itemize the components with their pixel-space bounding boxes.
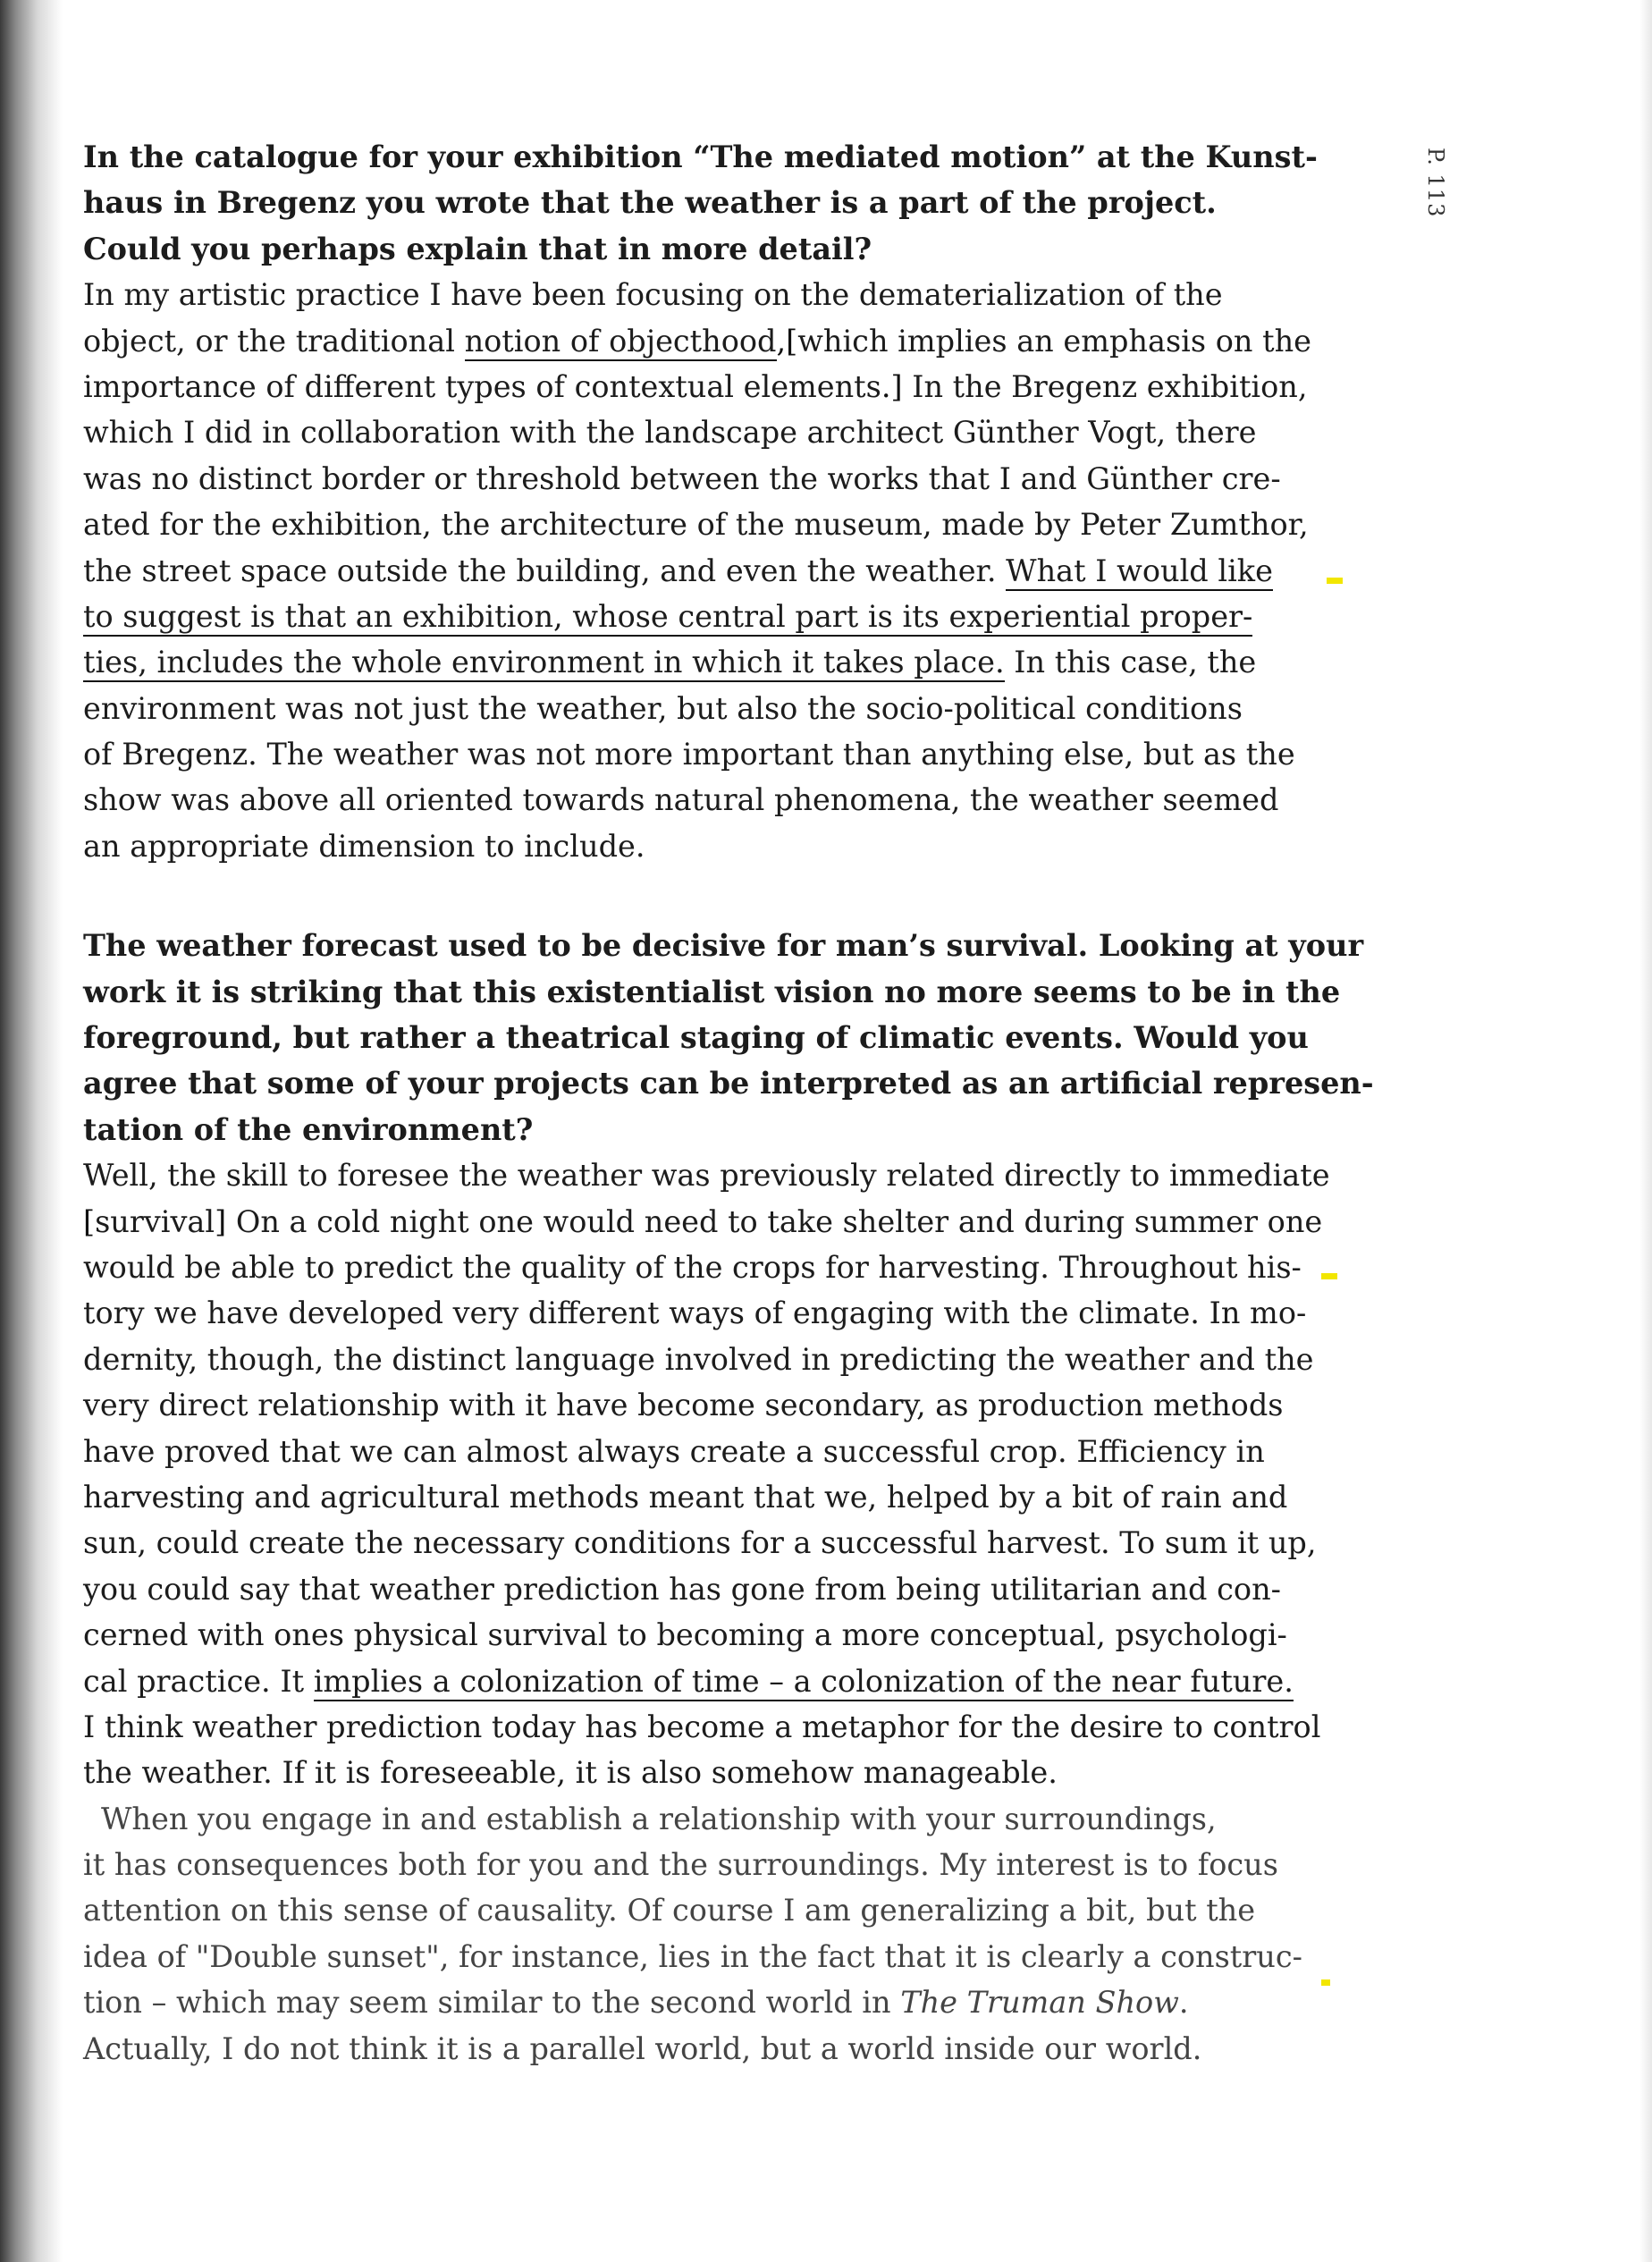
underlined-text: ties, includes the whole environment in which it takes place. <box>83 645 1005 682</box>
answer-1-line: ated for the exhibition, the architecture of the museum, made by Peter Zumthor, <box>83 507 1309 543</box>
text-run: tion – which may seem similar to the second world in <box>83 1985 901 2021</box>
answer-1-line: environment was not just the weather, but also the socio-political conditions <box>83 690 1243 726</box>
text-run: importance of different types of contextual elements <box>83 368 881 404</box>
answer-1-line: In my artistic practice I have been focusing on the dematerialization of the <box>83 277 1223 313</box>
answer-1-line: which I did in collaboration with the landscape architect Günther Vogt, there <box>83 415 1257 451</box>
answer-2-line: you could say that weather prediction has gone from being utilitarian and con- <box>83 1571 1281 1607</box>
paragraph-line: it has consequences both for you and the surroundings. My interest is to focus <box>83 1847 1278 1883</box>
question-1-line: haus in Bregenz you wrote that the weather is a part of the project. <box>83 185 1217 221</box>
question-2-line: foreground, but rather a theatrical staging of climatic events. Would you <box>83 1020 1309 1056</box>
question-1-line: In the catalogue for your exhibition “The mediated motion” at the Kunst- <box>83 139 1318 174</box>
answer-2-line: the weather. If it is foreseeable, it is also somehow manageable. <box>83 1755 1058 1791</box>
answer-2-line: tory we have developed very different ways of engaging with the climate. In mo- <box>83 1296 1307 1331</box>
answer-2-line <box>83 1659 1353 1704</box>
handwritten-bracket: ,[ <box>776 323 798 359</box>
question-2 <box>83 923 1374 1152</box>
text-run: the street space outside the building, and even the weather. <box>83 553 1007 588</box>
page-edge <box>1639 0 1652 2262</box>
underlined-text: to suggest is that an exhibition, whose central part is its experiential proper- <box>83 599 1252 637</box>
answer-2-line: Well, the skill to foresee the weather was previously related directly to immediate <box>83 1158 1330 1194</box>
paragraph-line: attention on this sense of causality. Of course I am generalizing a bit, but the <box>83 1893 1256 1929</box>
answer-2-line: dernity, though, the distinct language involved in predicting the weather and the <box>83 1341 1314 1377</box>
answer-1-line: of Bregenz. The weather was not more important than anything else, but as the <box>83 737 1295 772</box>
page-number: P. 113 <box>1423 148 1448 218</box>
answer-1-line: was no distinct border or threshold between the works that I and Günther cre- <box>83 460 1281 496</box>
answer-1-line <box>83 548 1353 594</box>
paragraph-line: idea of "Double sunset", for instance, lies in the fact that it is clearly a construc- <box>83 1938 1302 1974</box>
handwritten-bracket: .] <box>881 368 903 404</box>
handwritten-bracket: ] <box>215 1203 227 1239</box>
answer-1-line: an appropriate dimension to include. <box>83 828 645 864</box>
paragraph-gap <box>83 869 1353 923</box>
question-2-line: work it is striking that this existentialist vision no more seems to be in the <box>83 974 1341 1009</box>
text-column <box>83 134 1374 2072</box>
answer-1-line <box>83 594 1353 639</box>
highlighter-mark <box>1321 1979 1330 1986</box>
answer-1-line: show was above all oriented towards natural phenomena, the weather seemed <box>83 782 1279 818</box>
question-1 <box>83 134 1353 272</box>
underlined-text: implies a colonization of time – a colonization of the near future. <box>314 1664 1294 1701</box>
highlighter-mark <box>1327 578 1343 584</box>
answer-2-line: I think weather prediction today has become a metaphor for the desire to control <box>83 1709 1321 1744</box>
answer-2 <box>83 1152 1353 1795</box>
handwritten-bracket: [ <box>83 1203 96 1239</box>
answer-2-line: very direct relationship with it have become secondary, as production methods <box>83 1388 1284 1423</box>
text-run: In this case, the <box>1004 645 1257 680</box>
text-run: cal practice. It <box>83 1663 314 1699</box>
bracketed-word: survival <box>95 1203 215 1239</box>
underlined-text: notion of objecthood <box>465 324 777 361</box>
paragraph-line: Actually, I do not think it is a parallel world, but a world inside our world. <box>83 2030 1202 2066</box>
answer-1-line <box>83 318 1353 364</box>
answer-1 <box>83 272 1353 869</box>
answer-2-paragraph-2 <box>83 1796 1353 2072</box>
text-run: . <box>1178 1985 1189 2021</box>
answer-2-line <box>83 1199 1353 1245</box>
answer-1-line <box>83 364 1353 409</box>
text-run: In the Bregenz exhibition, <box>902 368 1308 404</box>
paragraph-line: When you engage in and establish a relationship with your surroundings, <box>101 1801 1217 1836</box>
question-1-line: Could you perhaps explain that in more detail? <box>83 231 872 266</box>
answer-1-line <box>83 639 1353 685</box>
question-2-line: agree that some of your projects can be interpreted as an artificial represen- <box>83 1066 1374 1101</box>
paragraph-line <box>83 1979 1353 2025</box>
text-run: On a cold night one would need to take shelter and during summer one <box>226 1203 1323 1239</box>
text-run: object, or the traditional <box>83 323 465 359</box>
answer-2-line: would be able to predict the quality of the crops for harvesting. Throughout his- <box>83 1249 1302 1285</box>
highlighter-mark <box>1321 1273 1337 1279</box>
italic-title: The Truman Show <box>900 1985 1179 2021</box>
text-run: which implies an emphasis on the <box>797 323 1311 359</box>
underlined-text: What I would like <box>1006 553 1273 591</box>
question-2-line: The weather forecast used to be decisive for man’s survival. Looking at your <box>83 928 1364 964</box>
answer-2-line: have proved that we can almost always create a successful crop. Efficiency in <box>83 1433 1265 1469</box>
answer-2-line: cerned with ones physical survival to becoming a more conceptual, psychologi- <box>83 1617 1287 1653</box>
answer-2-line: harvesting and agricultural methods meant that we, helped by a bit of rain and <box>83 1479 1288 1515</box>
question-2-line: tation of the environment? <box>83 1111 534 1147</box>
answer-2-line: sun, could create the necessary conditions for a successful harvest. To sum it up, <box>83 1525 1317 1561</box>
binding-shadow <box>0 0 63 2262</box>
